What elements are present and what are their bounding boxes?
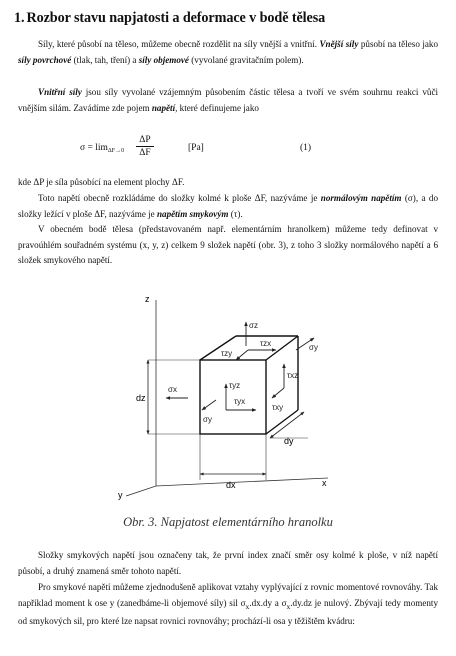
section-title: Rozbor stavu napjatosti a deformace v bodě tělesa — [26, 10, 326, 26]
stress-equation — [80, 134, 420, 164]
axis-y-label: y — [118, 490, 123, 500]
equation-denominator: ΔF — [139, 148, 151, 158]
element-cube — [200, 336, 298, 434]
paragraph-nine-components: V obecném bodě tělesa (představovaném např. elementárním hranolkem) můžeme tedy definovat v pravoúhlém souřadném systému (x, y, z) celkem 9 složek napětí (obr. 3), z toho 3 složky normálového napětí a 6 složek smykového napětí. — [18, 224, 438, 266]
y-axis — [126, 486, 156, 496]
paragraph-shear-indices: Složky smykových napětí jsou označeny tak, že první index značí směr osy kolmé k ploše, v níž napětí působí, a druhý znamená směr tohoto napětí. — [18, 550, 438, 576]
axis-z-label: z — [145, 294, 150, 304]
tau-yx-label: τyx — [234, 397, 246, 406]
section-number: 1. — [14, 10, 25, 26]
tau-zy-label: τzy — [221, 349, 233, 358]
x-axis — [156, 478, 328, 486]
tau-zy-arrow — [236, 350, 248, 360]
paragraph-stress-components: Toto napětí obecně rozkládáme do složky kolmé k ploše ΔF, nazýváme je normálovým napětím (σ), a do složky ležící v ploše ΔF, nazýváme je napětím smykovým (τ). — [18, 193, 438, 219]
tau-zx-label: τzx — [260, 339, 272, 348]
term-shear-stress: napětím smykovým — [156, 208, 229, 219]
dx-label: dx — [226, 480, 236, 490]
term-stress: napětí — [151, 102, 176, 113]
tau-xy-arrow — [272, 388, 284, 398]
sigma-z-label: σz — [249, 321, 258, 330]
term-external-forces: Vnější síly — [319, 39, 359, 49]
equation-number: (1) — [300, 143, 312, 153]
equation-fraction — [136, 134, 154, 160]
term-body-forces: síly objemové — [138, 54, 189, 65]
paragraph-delta-p: kde ΔP je síla působící na element plochy ΔF. — [18, 177, 185, 187]
dy-label: dy — [284, 436, 294, 446]
paragraph-forces: Síly, které působí na těleso, můžeme obecně rozdělit na síly vnější a vnitřní. Vnější síly působí na těleso jako síly povrchové (tlak, tah, tření) a síly objemové (vyvolané gravitačním polem). — [18, 39, 439, 65]
figure-caption: Obr. 3. Napjatost elementárního hranolku — [123, 515, 333, 529]
tau-yz-label: τyz — [229, 381, 241, 390]
dz-label: dz — [136, 393, 146, 403]
term-surface-forces: síly povrchové — [18, 54, 72, 65]
equation-numerator: ΔP — [136, 134, 154, 147]
stress-element-diagram — [108, 288, 348, 503]
tau-xz-label: τxz — [287, 371, 299, 380]
sigma-y-front-label: σy — [203, 415, 212, 424]
section-heading — [14, 10, 325, 27]
tau-xy-label: τxy — [272, 403, 284, 412]
paragraph-internal-forces: Vnitřní síly jsou síly vyvolané vzájemným působením částic tělesa a tvoří ve svém souhrnu reakci vůči vnějším silám. Zavádíme zde pojem napětí, které definujeme jako — [18, 87, 439, 113]
axis-x-label: x — [322, 478, 327, 488]
dy-dimension — [270, 412, 304, 438]
equation-unit: [Pa] — [188, 143, 204, 153]
equation-lhs: $\sigma = \lim_{\Delta F\to 0}$ — [80, 143, 125, 154]
term-internal-forces: Vnitřní síly — [38, 87, 82, 97]
sigma-y-top-label: σy — [309, 343, 318, 352]
term-normal-stress: normálovým napětím — [320, 193, 402, 203]
sigma-x-label: σx — [168, 385, 177, 394]
paragraph-moment-equilibrium: Pro smykové napětí můžeme zjednodušeně aplikovat vztahy vyplývající z rovnic momentové rovnováhy. Tak například moment k ose y (zanedbáme-li objemové síly) sil $\sigma_x.dx.dy$ a $\sigma_x.dy.dz$ je nulový. Zbývají tedy momenty od smykových sil, pro které lze napsat rovnici rovnováhy; prochází-li osa y těžištěm kvádru: — [18, 582, 438, 626]
